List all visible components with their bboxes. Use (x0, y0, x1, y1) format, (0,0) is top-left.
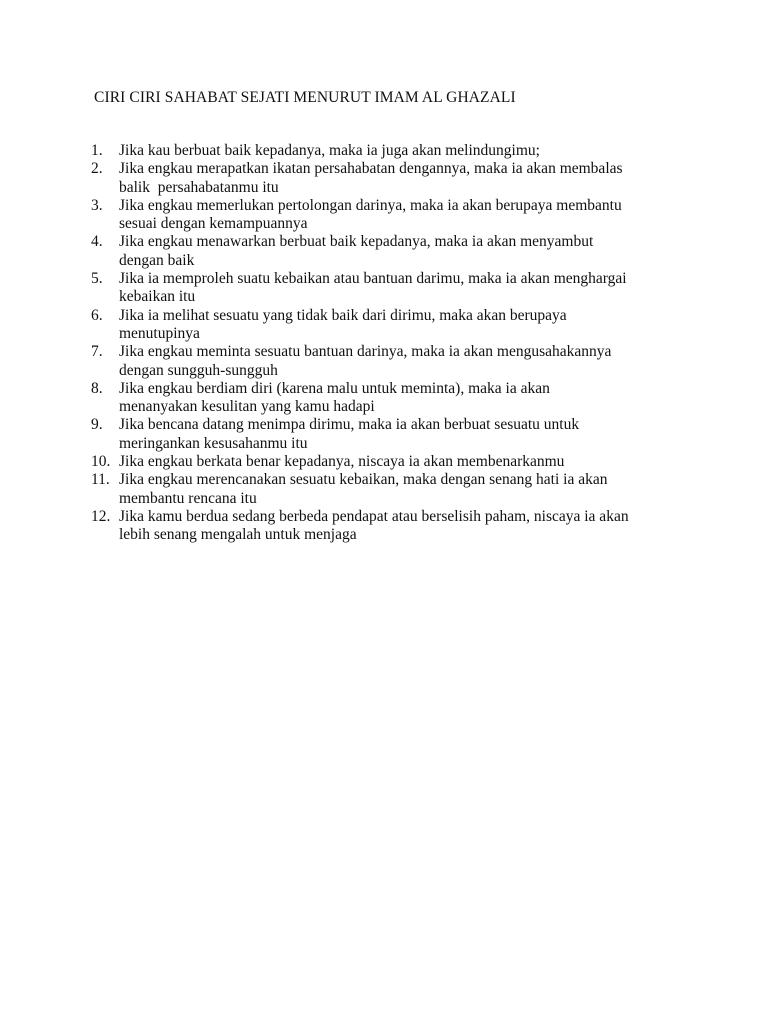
list-item-text-line: kebaikan itu (119, 288, 196, 306)
list-item-text-line: Jika engkau menawarkan berbuat baik kepadanya, maka ia akan menyambut (119, 233, 594, 251)
list-item-text-line: membantu rencana itu (119, 489, 257, 507)
list-item-text-line: sesuai dengan kemampuannya (119, 215, 308, 233)
list-item (91, 270, 691, 307)
list-item-number: 10. (91, 453, 111, 471)
list-item-text-line: Jika engkau berkata benar kepadanya, niscaya ia akan membenarkanmu (119, 453, 565, 471)
list-item (91, 508, 691, 545)
list-item-number: 7. (91, 343, 103, 361)
list-item-number: 1. (91, 142, 103, 159)
list-item-text-line: Jika ia melihat sesuatu yang tidak baik dari dirimu, maka akan berupaya (119, 306, 567, 324)
list-item-number: 2. (91, 160, 103, 178)
list-item-text-line: lebih senang mengalah untuk menjaga (119, 526, 357, 544)
list-item-text-line: dengan baik (119, 251, 195, 269)
list-item (91, 471, 691, 508)
list-item-text-line: Jika engkau memerlukan pertolongan darinya, maka ia akan berupaya membantu (119, 196, 622, 214)
list-item (91, 160, 691, 197)
list-item-number: 8. (91, 379, 103, 397)
list-item (91, 142, 691, 160)
list-item-number: 12. (91, 507, 111, 525)
list-item (91, 343, 691, 380)
list-item-text-line: Jika engkau merencanakan sesuatu kebaikan, maka dengan senang hati ia akan (119, 471, 608, 489)
list-item-number: 11. (91, 471, 110, 489)
list-item-text-line: meringankan kesusahanmu itu (119, 434, 308, 452)
list-item-text-line: Jika engkau berdiam diri (karena malu untuk meminta), maka ia akan (119, 379, 550, 397)
list-item-number: 9. (91, 416, 103, 434)
list-item-text-line: menanyakan kesulitan yang kamu hadapi (119, 398, 375, 416)
list-item-text-line: Jika engkau meminta sesuatu bantuan darinya, maka ia akan mengusahakannya (119, 343, 612, 361)
list-item (91, 416, 691, 453)
list-item-text-line: menutupinya (119, 324, 200, 342)
list-item (91, 380, 691, 417)
list-item-number: 6. (91, 306, 103, 324)
list-item-text-line: dengan sungguh-sungguh (119, 361, 278, 379)
ciri-list (91, 142, 691, 545)
list-item-text-line: Jika kamu berdua sedang berbeda pendapat atau berselisih paham, niscaya ia akan (119, 507, 629, 525)
list-item-number: 5. (91, 270, 103, 288)
list-item (91, 453, 691, 471)
list-item (91, 307, 691, 344)
list-item-text-line: balik persahabatanmu itu (119, 178, 279, 196)
list-item (91, 197, 691, 234)
list-item-text-line: Jika bencana datang menimpa dirimu, maka ia akan berbuat sesuatu untuk (119, 416, 580, 434)
list-item (91, 233, 691, 270)
list-item-text-line: Jika engkau merapatkan ikatan persahabatan dengannya, maka ia akan membalas (119, 160, 623, 178)
document-title: CIRI CIRI SAHABAT SEJATI MENURUT IMAM AL GHAZALI (94, 89, 516, 106)
list-item-text-line: Jika ia memproleh suatu kebaikan atau bantuan darimu, maka ia akan menghargai (119, 270, 627, 288)
list-item-number: 4. (91, 233, 103, 251)
list-item-text-line: Jika kau berbuat baik kepadanya, maka ia juga akan melindungimu; (119, 142, 540, 159)
list-item-number: 3. (91, 196, 103, 214)
